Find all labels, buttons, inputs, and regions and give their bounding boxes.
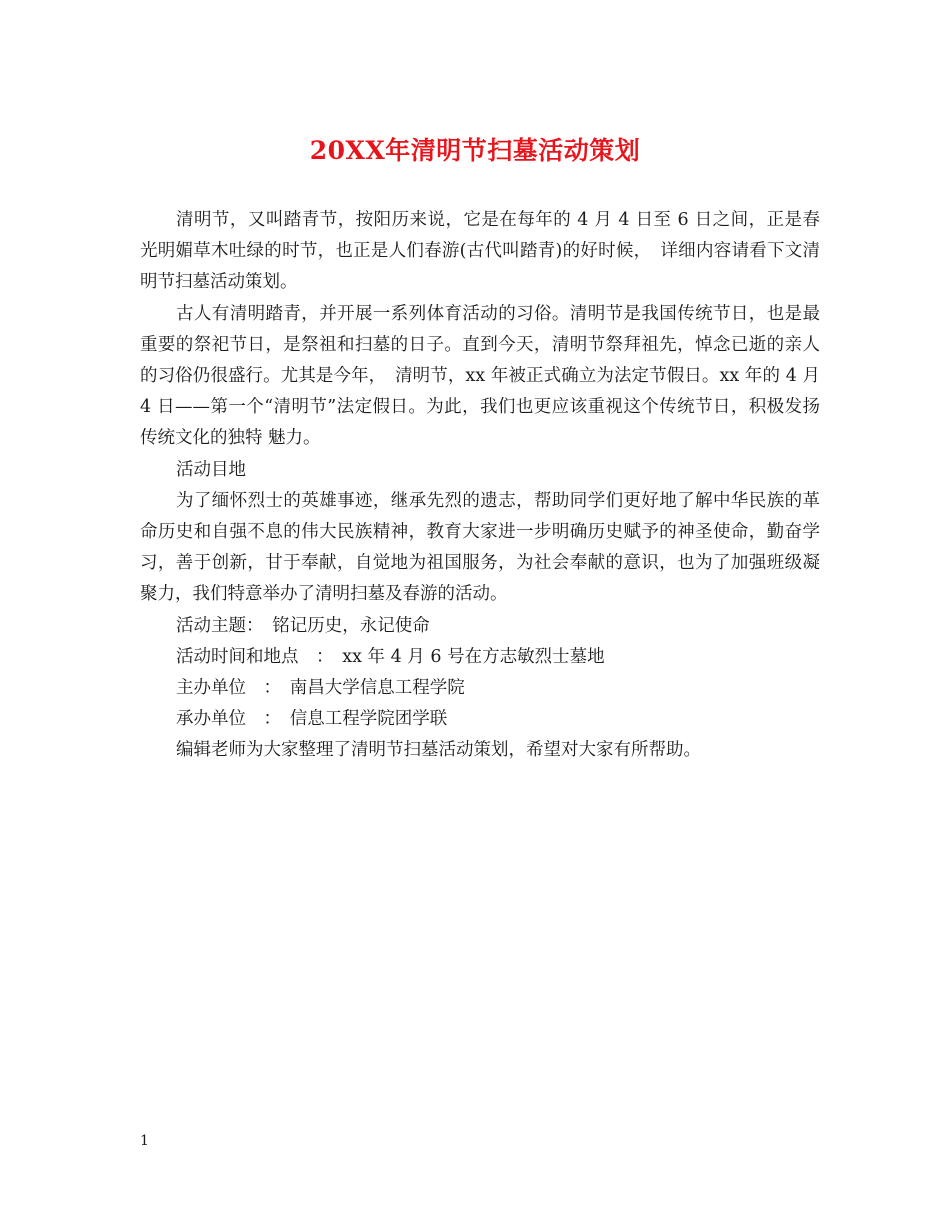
closing-note: 编辑老师为大家整理了清明节扫墓活动策划，希望对大家有所帮助。	[176, 740, 701, 761]
page-number: 1	[140, 1133, 149, 1149]
activity-time-place: 活动时间和地点 ： xx 年 4 月 6 号在方志敏烈士墓地	[176, 646, 605, 667]
paragraph-purpose: 为了缅怀烈士的英雄事迹，继承先烈的遗志，帮助同学们更好地了解中华民族的革命历史和自强不息的伟大民族精神，教育大家进一步明确历史赋予的神圣使命，勤奋学习，善于创新，甘于奉献，自觉地为祖国服务，为社会奉献的意识，也为了加强班级凝聚力，我们特意举办了清明扫墓及春游的活动。	[140, 490, 820, 605]
paragraph-intro: 清明节，又叫踏青节，按阳历来说，它是在每年的 4 月 4 日至 6 日之间，正是春光明媚草木吐绿的时节，也正是人们春游(古代叫踏青)的好时候， 详细内容请看下文清明节扫墓活动策划。	[140, 210, 820, 293]
organizer: 主办单位 ： 南昌大学信息工程学院	[176, 678, 465, 699]
co-organizer: 承办单位 ： 信息工程学院团学联	[176, 709, 448, 730]
document-title: 20XX年清明节扫墓活动策划	[309, 136, 641, 165]
section-heading-purpose: 活动目地	[176, 459, 246, 480]
activity-theme: 活动主题： 铭记历史，永记使命	[176, 615, 430, 636]
document-body	[140, 205, 820, 767]
paragraph-background: 古人有清明踏青，并开展一系列体育活动的习俗。清明节是我国传统节日，也是最重要的祭祀节日，是祭祖和扫墓的日子。直到今天，清明节祭拜祖先，悼念已逝的亲人的习俗仍很盛行。尤其是今年， 清明节，xx 年被正式确立为法定节假日。xx 年的 4 月 4 日——第一个“清明节”法定假日。为此，我们也更应该重视这个传统节日，积极发扬传统文化的独特 魅力。	[140, 303, 820, 449]
